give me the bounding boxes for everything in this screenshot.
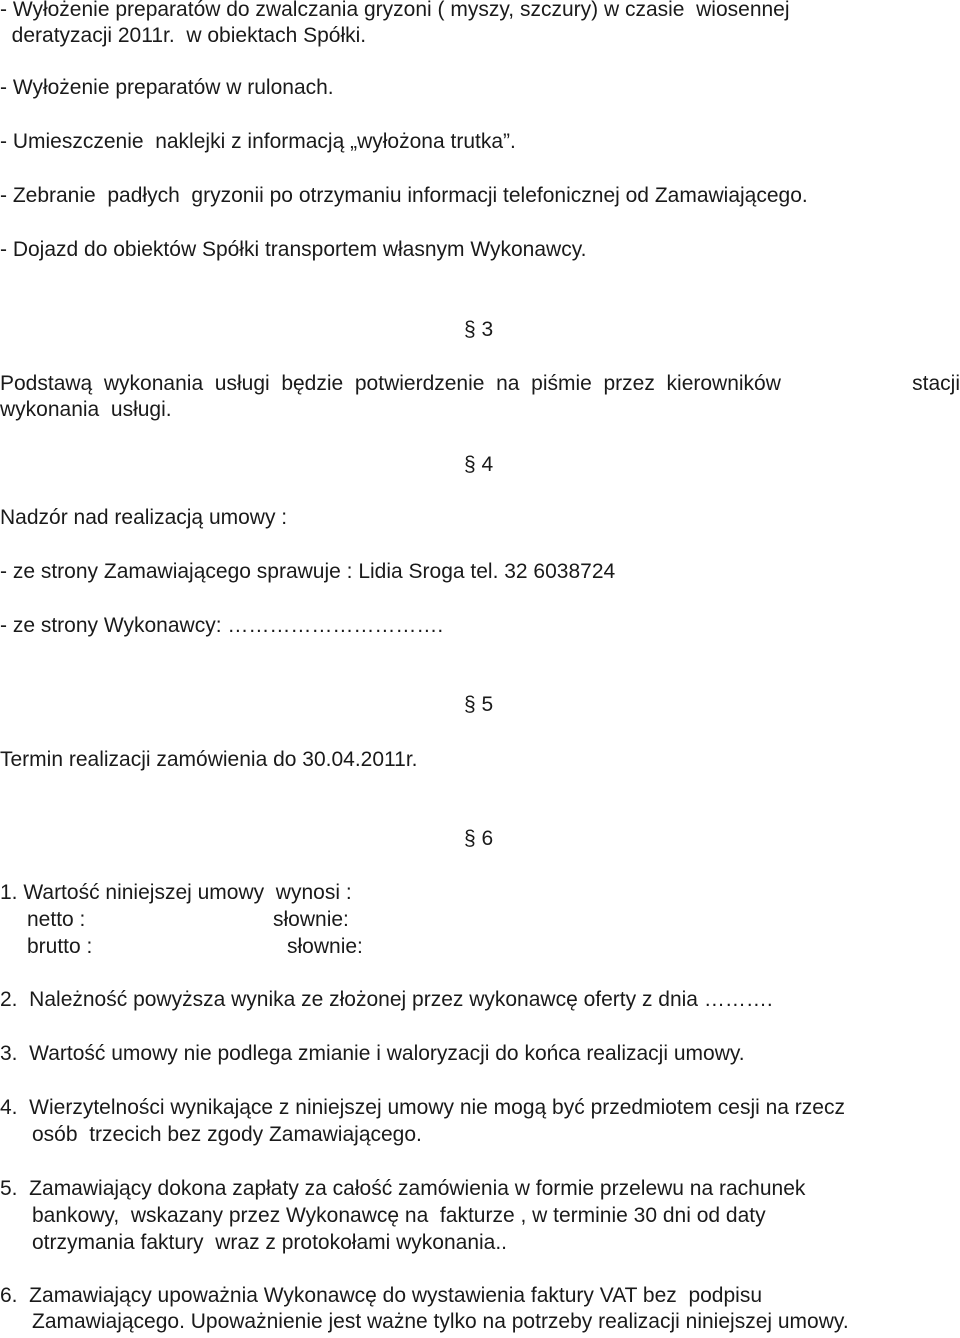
- bullet-item-continuation: deratyzacji 2011r. w obiektach Spółki.: [0, 24, 367, 47]
- numbered-item-6-continuation: Zamawiającego. Upoważnienie jest ważne tylko na potrzeby realizacji niniejszej umowy.: [32, 1310, 849, 1333]
- section3-paragraph-line: wykonania usługi.: [0, 398, 172, 421]
- bullet-item: - Wyłożenie preparatów do zwalczania gryzoni ( myszy, szczury) w czasie wiosennej: [0, 0, 790, 21]
- bullet-item: - Umieszczenie naklejki z informacją „wyłożona trutka”.: [0, 130, 516, 153]
- numbered-item-5-continuation: otrzymania faktury wraz z protokołami wykonania..: [32, 1231, 508, 1254]
- numbered-item-2: 2. Należność powyższa wynika ze złożonej przez wykonawcę oferty z dnia ……….: [0, 988, 773, 1011]
- section-heading-5: § 5: [464, 693, 494, 716]
- bullet-item: - Dojazd do obiektów Spółki transportem własnym Wykonawcy.: [0, 238, 587, 261]
- numbered-item-5-continuation: bankowy, wskazany przez Wykonawcę na fakturze , w terminie 30 dni od daty: [32, 1204, 766, 1227]
- contractor-supervisor: - ze strony Wykonawcy: ………………………….: [0, 614, 444, 637]
- netto-words-label: słownie:: [273, 908, 349, 931]
- brutto-label: brutto :: [27, 935, 93, 958]
- netto-label: netto :: [27, 908, 86, 931]
- employer-supervisor: - ze strony Zamawiającego sprawuje : Lidia Sroga tel. 32 6038724: [0, 560, 616, 583]
- section3-text: Podstawą wykonania usługi będzie potwierdzenie na piśmie przez kierowników: [0, 372, 781, 395]
- section3-paragraph-line: [0, 371, 960, 397]
- section-heading-6: § 6: [464, 827, 494, 850]
- numbered-item-4: 4. Wierzytelności wynikające z niniejszej umowy nie mogą być przedmiotem cesji na rzecz: [0, 1096, 845, 1119]
- numbered-item-5: 5. Zamawiający dokona zapłaty za całość zamówienia w formie przelewu na rachunek: [0, 1177, 806, 1200]
- numbered-item-3: 3. Wartość umowy nie podlega zmianie i waloryzacji do końca realizacji umowy.: [0, 1042, 745, 1065]
- brutto-words-label: słownie:: [287, 935, 363, 958]
- numbered-item-4-continuation: osób trzecich bez zgody Zamawiającego.: [32, 1123, 422, 1146]
- section3-text-end: stacji: [912, 372, 960, 395]
- section-heading-4: § 4: [464, 453, 494, 476]
- numbered-item-6: 6. Zamawiający upoważnia Wykonawcę do wystawienia faktury VAT bez podpisu: [0, 1284, 763, 1307]
- bullet-item: - Wyłożenie preparatów w rulonach.: [0, 76, 334, 99]
- bullet-item: - Zebranie padłych gryzonii po otrzymaniu informacji telefonicznej od Zamawiającego.: [0, 184, 808, 207]
- contract-value-heading: 1. Wartość niniejszej umowy wynosi :: [0, 881, 352, 904]
- deadline-text: Termin realizacji zamówienia do 30.04.2011r.: [0, 748, 418, 771]
- supervision-heading: Nadzór nad realizacją umowy :: [0, 506, 288, 529]
- section-heading-3: § 3: [464, 318, 494, 341]
